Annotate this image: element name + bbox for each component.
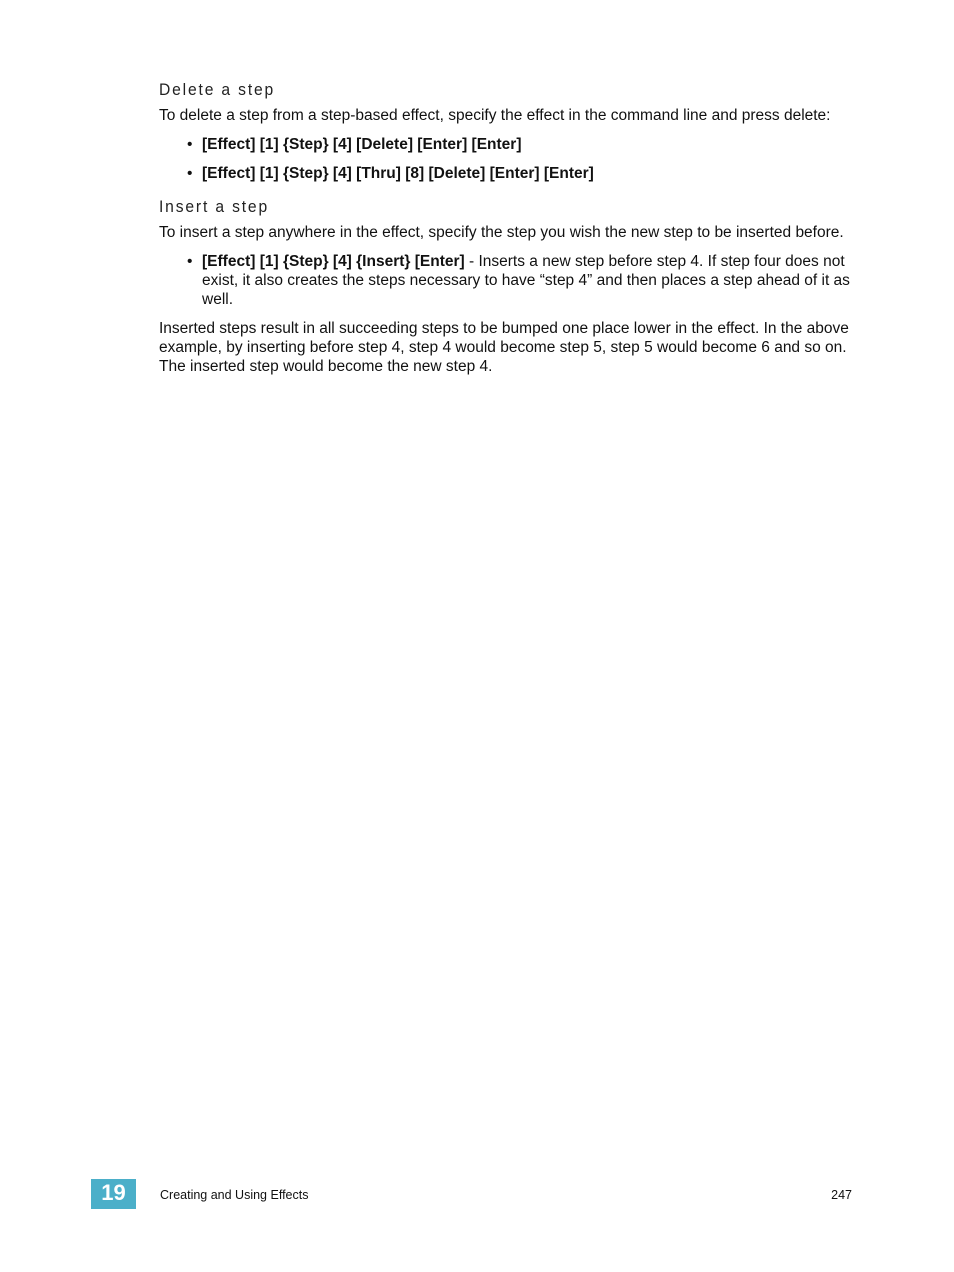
list-item: [159, 252, 859, 309]
chapter-badge: 19: [91, 1179, 136, 1209]
section-intro: To delete a step from a step-based effect, specify the effect in the command line and press delete:: [159, 107, 831, 124]
footer-title: Creating and Using Effects: [160, 1188, 309, 1202]
command-description: - Inserts a new step before step 4. If step four does not exist, it also creates the steps necessary to have “step 4” and then places a step ahead of it as well.: [202, 253, 850, 308]
list-item: [159, 164, 859, 183]
section-heading: Delete a step: [159, 80, 276, 99]
section-delete-step: [159, 80, 859, 183]
command-list: [159, 252, 859, 309]
list-item: [159, 135, 859, 154]
section-intro: To insert a step anywhere in the effect, specify the step you wish the new step to be inserted before.: [159, 224, 844, 241]
section-insert-step: [159, 197, 859, 376]
command-text: [Effect] [1] {Step} [4] {Insert} [Enter]: [202, 253, 465, 270]
page-content: [159, 80, 859, 376]
command-text: [Effect] [1] {Step} [4] [Delete] [Enter] [Enter]: [202, 136, 522, 153]
page-number: 247: [831, 1188, 852, 1202]
section-heading: Insert a step: [159, 197, 269, 216]
section-paragraph: Inserted steps result in all succeeding steps to be bumped one place lower in the effect. In the above example, by inserting before step 4, step 4 would become step 5, step 5 would become 6 and so on. The inserted step would become the new step 4.: [159, 320, 849, 375]
command-list: [159, 135, 859, 183]
command-text: [Effect] [1] {Step} [4] [Thru] [8] [Delete] [Enter] [Enter]: [202, 165, 594, 182]
